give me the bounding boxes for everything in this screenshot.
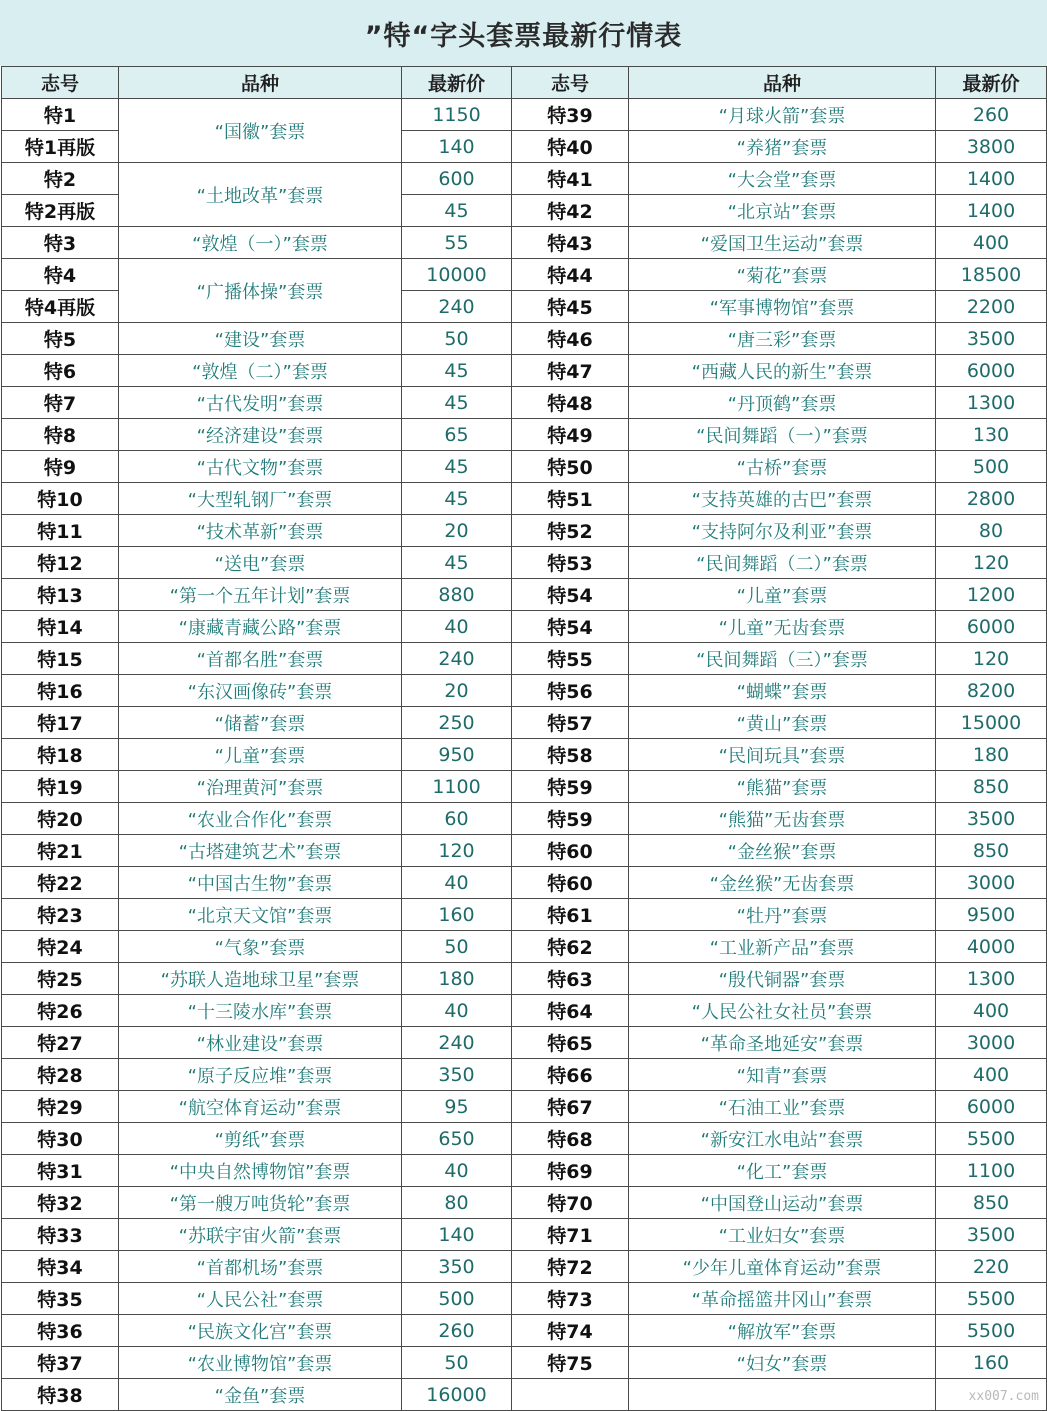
right-stamp-price: 500 [936, 451, 1047, 483]
left-stamp-price: 45 [402, 355, 512, 387]
table-row [2, 675, 1047, 707]
right-stamp-name: “金丝猴”无齿套票 [629, 867, 936, 899]
right-stamp-name: “石油工业”套票 [629, 1091, 936, 1123]
left-stamp-no: 特37 [2, 1347, 119, 1379]
right-stamp-no: 特45 [512, 291, 629, 323]
right-stamp-price: 1400 [936, 195, 1047, 227]
left-stamp-no: 特18 [2, 739, 119, 771]
left-stamp-name: “儿童”套票 [119, 739, 402, 771]
left-stamp-price: 45 [402, 451, 512, 483]
left-stamp-price: 240 [402, 291, 512, 323]
left-stamp-no: 特13 [2, 579, 119, 611]
right-stamp-no: 特66 [512, 1059, 629, 1091]
table-row [2, 803, 1047, 835]
left-stamp-no: 特4再版 [2, 291, 119, 323]
left-stamp-no: 特30 [2, 1123, 119, 1155]
right-stamp-name: “儿童”无齿套票 [629, 611, 936, 643]
left-stamp-price: 180 [402, 963, 512, 995]
left-stamp-no: 特24 [2, 931, 119, 963]
table-row [2, 355, 1047, 387]
left-stamp-name: “广播体操”套票 [119, 259, 402, 323]
right-stamp-name: “古桥”套票 [629, 451, 936, 483]
right-stamp-price: 5500 [936, 1123, 1047, 1155]
table-row [2, 1059, 1047, 1091]
left-stamp-name: “国徽”套票 [119, 99, 402, 163]
price-table [1, 66, 1047, 1411]
left-stamp-price: 40 [402, 1155, 512, 1187]
left-stamp-name: “经济建设”套票 [119, 419, 402, 451]
left-stamp-no: 特36 [2, 1315, 119, 1347]
right-stamp-name: “民间玩具”套票 [629, 739, 936, 771]
table-row [2, 867, 1047, 899]
right-stamp-no: 特49 [512, 419, 629, 451]
left-stamp-no: 特9 [2, 451, 119, 483]
right-stamp-no: 特68 [512, 1123, 629, 1155]
left-stamp-price: 60 [402, 803, 512, 835]
left-stamp-name: “大型轧钢厂”套票 [119, 483, 402, 515]
right-stamp-price: 15000 [936, 707, 1047, 739]
table-body [2, 99, 1047, 1411]
right-stamp-price: 3500 [936, 803, 1047, 835]
table-row [2, 1187, 1047, 1219]
left-stamp-price: 500 [402, 1283, 512, 1315]
left-stamp-no: 特20 [2, 803, 119, 835]
left-stamp-no: 特23 [2, 899, 119, 931]
right-stamp-name: “支持阿尔及利亚”套票 [629, 515, 936, 547]
table-row [2, 163, 1047, 195]
left-stamp-name: “土地改革”套票 [119, 163, 402, 227]
left-stamp-price: 80 [402, 1187, 512, 1219]
right-stamp-no: 特73 [512, 1283, 629, 1315]
left-stamp-no: 特7 [2, 387, 119, 419]
right-stamp-no: 特74 [512, 1315, 629, 1347]
table-row [2, 1027, 1047, 1059]
right-stamp-no: 特56 [512, 675, 629, 707]
right-stamp-name: “解放军”套票 [629, 1315, 936, 1347]
right-stamp-no: 特60 [512, 867, 629, 899]
left-stamp-name: “中央自然博物馆”套票 [119, 1155, 402, 1187]
left-stamp-no: 特21 [2, 835, 119, 867]
left-stamp-no: 特5 [2, 323, 119, 355]
right-stamp-no: 特61 [512, 899, 629, 931]
right-stamp-name: “儿童”套票 [629, 579, 936, 611]
left-stamp-name: “苏联宇宙火箭”套票 [119, 1219, 402, 1251]
left-stamp-name: “第一艘万吨货轮”套票 [119, 1187, 402, 1219]
right-stamp-price: 400 [936, 995, 1047, 1027]
right-stamp-no: 特59 [512, 803, 629, 835]
right-stamp-name: “民间舞蹈（二）”套票 [629, 547, 936, 579]
left-stamp-price: 1150 [402, 99, 512, 131]
right-stamp-name: “爱国卫生运动”套票 [629, 227, 936, 259]
right-stamp-name: “北京站”套票 [629, 195, 936, 227]
left-stamp-no: 特34 [2, 1251, 119, 1283]
left-stamp-price: 160 [402, 899, 512, 931]
right-stamp-name: “妇女”套票 [629, 1347, 936, 1379]
header-no-right: 志号 [512, 67, 629, 99]
left-stamp-name: “送电”套票 [119, 547, 402, 579]
left-stamp-no: 特33 [2, 1219, 119, 1251]
left-stamp-no: 特8 [2, 419, 119, 451]
left-stamp-price: 40 [402, 995, 512, 1027]
right-stamp-no: 特42 [512, 195, 629, 227]
left-stamp-name: “金鱼”套票 [119, 1379, 402, 1411]
table-row [2, 771, 1047, 803]
right-stamp-name: “熊猫”套票 [629, 771, 936, 803]
left-stamp-no: 特4 [2, 259, 119, 291]
table-row [2, 1283, 1047, 1315]
left-stamp-no: 特19 [2, 771, 119, 803]
left-stamp-no: 特1 [2, 99, 119, 131]
right-stamp-name: “人民公社女社员”套票 [629, 995, 936, 1027]
left-stamp-price: 16000 [402, 1379, 512, 1411]
left-stamp-name: “首都机场”套票 [119, 1251, 402, 1283]
left-stamp-name: “第一个五年计划”套票 [119, 579, 402, 611]
right-stamp-no: 特75 [512, 1347, 629, 1379]
left-stamp-price: 45 [402, 387, 512, 419]
right-stamp-name: “新安江水电站”套票 [629, 1123, 936, 1155]
left-stamp-name: “林业建设”套票 [119, 1027, 402, 1059]
left-stamp-no: 特28 [2, 1059, 119, 1091]
left-stamp-price: 45 [402, 195, 512, 227]
left-stamp-no: 特15 [2, 643, 119, 675]
right-stamp-price: 220 [936, 1251, 1047, 1283]
right-stamp-name: “少年儿童体育运动”套票 [629, 1251, 936, 1283]
left-stamp-name: “古代文物”套票 [119, 451, 402, 483]
right-stamp-price: 160 [936, 1347, 1047, 1379]
left-stamp-price: 240 [402, 643, 512, 675]
table-row [2, 835, 1047, 867]
table-row [2, 419, 1047, 451]
right-stamp-no: 特64 [512, 995, 629, 1027]
left-stamp-price: 45 [402, 483, 512, 515]
table-row [2, 323, 1047, 355]
right-stamp-name: “丹顶鹤”套票 [629, 387, 936, 419]
right-stamp-price: 1100 [936, 1155, 1047, 1187]
right-stamp-price: 6000 [936, 611, 1047, 643]
right-stamp-price: 120 [936, 643, 1047, 675]
left-stamp-no: 特29 [2, 1091, 119, 1123]
right-stamp-price: 5500 [936, 1315, 1047, 1347]
left-stamp-name: “中国古生物”套票 [119, 867, 402, 899]
right-stamp-no: 特50 [512, 451, 629, 483]
left-stamp-name: “剪纸”套票 [119, 1123, 402, 1155]
left-stamp-no: 特2 [2, 163, 119, 195]
right-stamp-price: 4000 [936, 931, 1047, 963]
table-row [2, 739, 1047, 771]
table-row [2, 963, 1047, 995]
left-stamp-price: 20 [402, 515, 512, 547]
left-stamp-no: 特35 [2, 1283, 119, 1315]
left-stamp-name: “原子反应堆”套票 [119, 1059, 402, 1091]
right-stamp-name: “中国登山运动”套票 [629, 1187, 936, 1219]
left-stamp-no: 特32 [2, 1187, 119, 1219]
right-stamp-price: 1200 [936, 579, 1047, 611]
right-stamp-price: 260 [936, 99, 1047, 131]
right-stamp-price: 180 [936, 739, 1047, 771]
table-row [2, 707, 1047, 739]
right-stamp-price: 3500 [936, 1219, 1047, 1251]
right-stamp-name: “大会堂”套票 [629, 163, 936, 195]
right-stamp-name: “知青”套票 [629, 1059, 936, 1091]
left-stamp-price: 50 [402, 323, 512, 355]
right-stamp-price: 1300 [936, 963, 1047, 995]
right-stamp-no: 特46 [512, 323, 629, 355]
right-stamp-no: 特43 [512, 227, 629, 259]
table-row [2, 579, 1047, 611]
left-stamp-no: 特14 [2, 611, 119, 643]
table-row [2, 451, 1047, 483]
table-row [2, 387, 1047, 419]
left-stamp-no: 特17 [2, 707, 119, 739]
left-stamp-name: “古代发明”套票 [119, 387, 402, 419]
left-stamp-price: 650 [402, 1123, 512, 1155]
left-stamp-no: 特6 [2, 355, 119, 387]
left-stamp-no: 特26 [2, 995, 119, 1027]
left-stamp-name: “农业博物馆”套票 [119, 1347, 402, 1379]
left-stamp-price: 350 [402, 1059, 512, 1091]
left-stamp-price: 50 [402, 1347, 512, 1379]
left-stamp-price: 240 [402, 1027, 512, 1059]
right-stamp-name: “民间舞蹈（一）”套票 [629, 419, 936, 451]
left-stamp-price: 10000 [402, 259, 512, 291]
watermark: xx007.com [968, 1389, 1039, 1404]
right-stamp-price: 3500 [936, 323, 1047, 355]
right-stamp-no: 特57 [512, 707, 629, 739]
right-stamp-no: 特54 [512, 579, 629, 611]
left-stamp-name: “十三陵水库”套票 [119, 995, 402, 1027]
left-stamp-price: 260 [402, 1315, 512, 1347]
right-stamp-no: 特65 [512, 1027, 629, 1059]
right-stamp-no: 特44 [512, 259, 629, 291]
table-row [2, 995, 1047, 1027]
left-stamp-price: 600 [402, 163, 512, 195]
right-stamp-name: “养猪”套票 [629, 131, 936, 163]
right-stamp-no [512, 1379, 629, 1411]
right-stamp-name [629, 1379, 936, 1411]
left-stamp-name: “苏联人造地球卫星”套票 [119, 963, 402, 995]
left-stamp-name: “东汉画像砖”套票 [119, 675, 402, 707]
right-stamp-name: “工业妇女”套票 [629, 1219, 936, 1251]
left-stamp-name: “康藏青藏公路”套票 [119, 611, 402, 643]
right-stamp-name: “唐三彩”套票 [629, 323, 936, 355]
left-stamp-price: 1100 [402, 771, 512, 803]
right-stamp-no: 特69 [512, 1155, 629, 1187]
left-stamp-name: “古塔建筑艺术”套票 [119, 835, 402, 867]
right-stamp-name: “熊猫”无齿套票 [629, 803, 936, 835]
right-stamp-name: “金丝猴”套票 [629, 835, 936, 867]
right-stamp-no: 特70 [512, 1187, 629, 1219]
right-stamp-name: “工业新产品”套票 [629, 931, 936, 963]
right-stamp-no: 特62 [512, 931, 629, 963]
right-stamp-price: 850 [936, 1187, 1047, 1219]
table-row [2, 611, 1047, 643]
table-row [2, 515, 1047, 547]
title-bar [0, 0, 1047, 66]
right-stamp-no: 特67 [512, 1091, 629, 1123]
left-stamp-name: “敦煌（一）”套票 [119, 227, 402, 259]
table-row [2, 1315, 1047, 1347]
right-stamp-price: 6000 [936, 1091, 1047, 1123]
header-price: 最新价 [402, 67, 512, 99]
right-stamp-no: 特71 [512, 1219, 629, 1251]
left-stamp-price: 880 [402, 579, 512, 611]
right-stamp-price: 400 [936, 227, 1047, 259]
right-stamp-price: 850 [936, 835, 1047, 867]
right-stamp-name: “月球火箭”套票 [629, 99, 936, 131]
left-stamp-price: 50 [402, 931, 512, 963]
left-stamp-price: 95 [402, 1091, 512, 1123]
right-stamp-no: 特58 [512, 739, 629, 771]
header-name: 品种 [119, 67, 402, 99]
right-stamp-name: “化工”套票 [629, 1155, 936, 1187]
right-stamp-name: “民间舞蹈（三）”套票 [629, 643, 936, 675]
right-stamp-name: “军事博物馆”套票 [629, 291, 936, 323]
left-stamp-no: 特12 [2, 547, 119, 579]
table-row [2, 1091, 1047, 1123]
right-stamp-name: “牡丹”套票 [629, 899, 936, 931]
table-row [2, 483, 1047, 515]
right-stamp-no: 特39 [512, 99, 629, 131]
right-stamp-price: 1400 [936, 163, 1047, 195]
left-stamp-price: 950 [402, 739, 512, 771]
right-stamp-name: “黄山”套票 [629, 707, 936, 739]
header-price-right: 最新价 [936, 67, 1047, 99]
right-stamp-no: 特72 [512, 1251, 629, 1283]
page-title: ”特“字头套票最新行情表 [364, 20, 683, 52]
right-stamp-no: 特63 [512, 963, 629, 995]
right-stamp-no: 特47 [512, 355, 629, 387]
table-row [2, 259, 1047, 291]
right-stamp-price: 8200 [936, 675, 1047, 707]
left-stamp-name: “民族文化宫”套票 [119, 1315, 402, 1347]
left-stamp-no: 特31 [2, 1155, 119, 1187]
left-stamp-name: “技术革新”套票 [119, 515, 402, 547]
table-row [2, 1379, 1047, 1411]
left-stamp-no: 特1再版 [2, 131, 119, 163]
right-stamp-no: 特53 [512, 547, 629, 579]
right-stamp-name: “蝴蝶”套票 [629, 675, 936, 707]
right-stamp-name: “革命摇篮井冈山”套票 [629, 1283, 936, 1315]
header-no: 志号 [2, 67, 119, 99]
right-stamp-price: 850 [936, 771, 1047, 803]
left-stamp-name: “人民公社”套票 [119, 1283, 402, 1315]
left-stamp-no: 特2再版 [2, 195, 119, 227]
left-stamp-price: 20 [402, 675, 512, 707]
left-stamp-no: 特16 [2, 675, 119, 707]
left-stamp-name: “航空体育运动”套票 [119, 1091, 402, 1123]
right-stamp-price: 2200 [936, 291, 1047, 323]
left-stamp-name: “敦煌（二）”套票 [119, 355, 402, 387]
table-row [2, 931, 1047, 963]
left-stamp-price: 55 [402, 227, 512, 259]
right-stamp-price: 6000 [936, 355, 1047, 387]
right-stamp-name: “支持英雄的古巴”套票 [629, 483, 936, 515]
table-row [2, 899, 1047, 931]
left-stamp-name: “气象”套票 [119, 931, 402, 963]
left-stamp-name: “建设”套票 [119, 323, 402, 355]
right-stamp-no: 特55 [512, 643, 629, 675]
table-row [2, 1251, 1047, 1283]
left-stamp-no: 特3 [2, 227, 119, 259]
left-stamp-no: 特11 [2, 515, 119, 547]
right-stamp-name: “菊花”套票 [629, 259, 936, 291]
right-stamp-price: 2800 [936, 483, 1047, 515]
right-stamp-price: 120 [936, 547, 1047, 579]
table-row [2, 1123, 1047, 1155]
right-stamp-price: 9500 [936, 899, 1047, 931]
left-stamp-price: 40 [402, 867, 512, 899]
left-stamp-no: 特27 [2, 1027, 119, 1059]
left-stamp-name: “农业合作化”套票 [119, 803, 402, 835]
table-row [2, 99, 1047, 131]
right-stamp-price: 18500 [936, 259, 1047, 291]
right-stamp-price: 80 [936, 515, 1047, 547]
left-stamp-price: 120 [402, 835, 512, 867]
left-stamp-name: “治理黄河”套票 [119, 771, 402, 803]
left-stamp-no: 特22 [2, 867, 119, 899]
right-stamp-no: 特59 [512, 771, 629, 803]
table-row [2, 547, 1047, 579]
left-stamp-price: 250 [402, 707, 512, 739]
right-stamp-price: 5500 [936, 1283, 1047, 1315]
table-row [2, 227, 1047, 259]
right-stamp-name: “殷代铜器”套票 [629, 963, 936, 995]
right-stamp-no: 特54 [512, 611, 629, 643]
table-row [2, 643, 1047, 675]
right-stamp-price: 130 [936, 419, 1047, 451]
right-stamp-no: 特40 [512, 131, 629, 163]
left-stamp-price: 65 [402, 419, 512, 451]
left-stamp-name: “首都名胜”套票 [119, 643, 402, 675]
left-stamp-no: 特10 [2, 483, 119, 515]
right-stamp-price: 3000 [936, 1027, 1047, 1059]
right-stamp-price: 400 [936, 1059, 1047, 1091]
right-stamp-no: 特52 [512, 515, 629, 547]
right-stamp-no: 特41 [512, 163, 629, 195]
right-stamp-no: 特60 [512, 835, 629, 867]
table-row [2, 1347, 1047, 1379]
right-stamp-price: 3800 [936, 131, 1047, 163]
left-stamp-price: 140 [402, 1219, 512, 1251]
left-stamp-name: “北京天文馆”套票 [119, 899, 402, 931]
table-row [2, 1219, 1047, 1251]
left-stamp-price: 45 [402, 547, 512, 579]
right-stamp-price: 3000 [936, 867, 1047, 899]
left-stamp-price: 40 [402, 611, 512, 643]
left-stamp-price: 140 [402, 131, 512, 163]
right-stamp-no: 特51 [512, 483, 629, 515]
right-stamp-name: “革命圣地延安”套票 [629, 1027, 936, 1059]
table-row [2, 1155, 1047, 1187]
left-stamp-name: “储蓄”套票 [119, 707, 402, 739]
left-stamp-price: 350 [402, 1251, 512, 1283]
header-row [2, 67, 1047, 99]
right-stamp-price: 1300 [936, 387, 1047, 419]
right-stamp-no: 特48 [512, 387, 629, 419]
right-stamp-name: “西藏人民的新生”套票 [629, 355, 936, 387]
left-stamp-no: 特38 [2, 1379, 119, 1411]
header-name-right: 品种 [629, 67, 936, 99]
left-stamp-no: 特25 [2, 963, 119, 995]
